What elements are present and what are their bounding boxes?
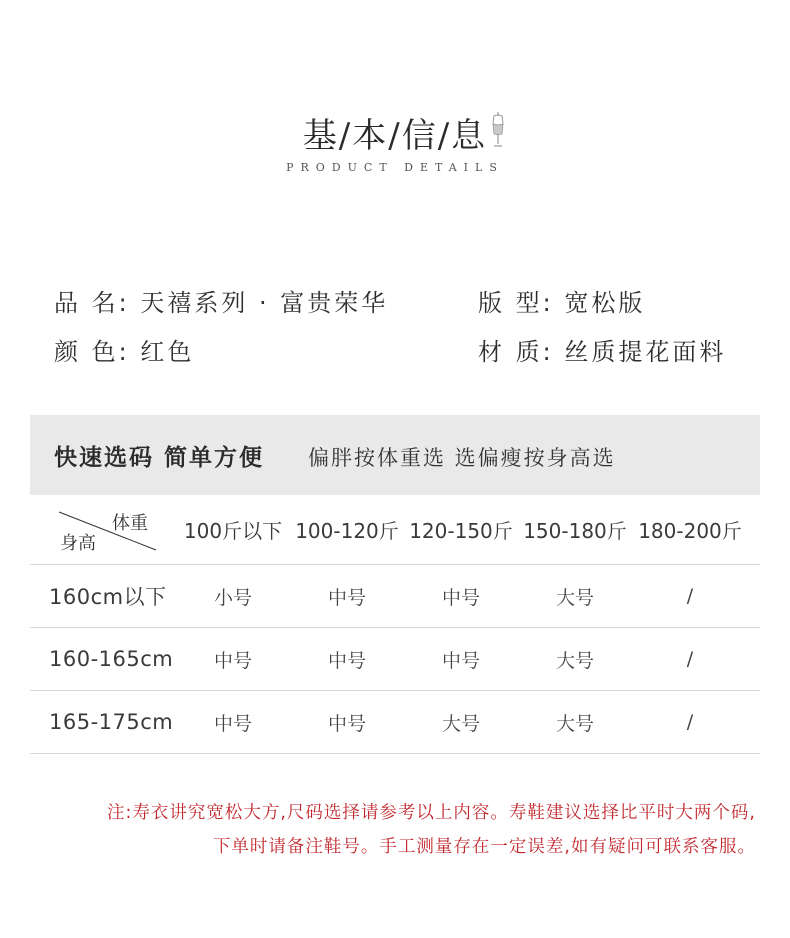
table-row bbox=[30, 565, 760, 628]
column-header: 100-120斤 bbox=[295, 519, 399, 543]
note-line-2: 下单时请备注鞋号。手工测量存在一定误差,如有疑问可联系客服。 bbox=[212, 837, 756, 857]
size-cell: / bbox=[686, 711, 694, 733]
mannequin-icon bbox=[491, 112, 505, 148]
table-header-row bbox=[30, 495, 760, 565]
product-color: 颜 色: 红色 bbox=[54, 338, 195, 366]
size-cell: 大号 bbox=[441, 712, 480, 735]
row-height-label: 160cm以下 bbox=[49, 585, 167, 609]
size-cell: / bbox=[686, 585, 694, 607]
section-title bbox=[303, 108, 487, 157]
size-cell: 中号 bbox=[441, 649, 480, 672]
size-cell: 大号 bbox=[555, 586, 594, 609]
size-cell: / bbox=[686, 648, 694, 670]
size-table bbox=[30, 495, 760, 754]
table-row bbox=[30, 691, 760, 754]
product-name: 品 名: 天禧系列 · 富贵荣华 bbox=[54, 289, 389, 317]
size-cell: 大号 bbox=[555, 712, 594, 735]
size-cell: 中号 bbox=[327, 586, 366, 609]
size-cell: 中号 bbox=[213, 649, 252, 672]
size-cell: 中号 bbox=[213, 712, 252, 735]
corner-weight-label: 体重 bbox=[112, 513, 148, 534]
size-cell: 大号 bbox=[555, 649, 594, 672]
size-cell: 中号 bbox=[327, 712, 366, 735]
row-height-label: 160-165cm bbox=[49, 647, 174, 671]
column-header: 180-200斤 bbox=[638, 519, 742, 543]
size-cell: 小号 bbox=[213, 586, 252, 609]
table-row bbox=[30, 628, 760, 691]
section-subtitle: PRODUCT DETAILS bbox=[286, 161, 504, 174]
section-title-text: 基/本/信/息 bbox=[302, 116, 488, 156]
size-cell: 中号 bbox=[327, 649, 366, 672]
section-heading bbox=[0, 108, 790, 157]
diagonal-divider bbox=[30, 495, 180, 565]
column-header: 120-150斤 bbox=[409, 519, 513, 543]
product-material: 材 质: 丝质提花面料 bbox=[478, 338, 727, 366]
note-line-1: 注:寿衣讲究宽松大方,尺码选择请参考以上内容。寿鞋建议选择比平时大两个码, bbox=[106, 803, 756, 823]
banner-main-text: 快速选码 简单方便 bbox=[54, 445, 265, 471]
corner-height-label: 身高 bbox=[60, 533, 96, 554]
column-header: 150-180斤 bbox=[523, 519, 627, 543]
product-fit: 版 型: 宽松版 bbox=[478, 289, 646, 317]
size-cell: 中号 bbox=[441, 586, 480, 609]
table-corner-cell bbox=[30, 495, 180, 565]
banner-sub-text: 偏胖按体重选 选偏瘦按身高选 bbox=[308, 446, 616, 470]
size-guide-banner bbox=[30, 415, 760, 495]
row-height-label: 165-175cm bbox=[49, 710, 174, 734]
column-header: 100斤以下 bbox=[183, 519, 283, 543]
